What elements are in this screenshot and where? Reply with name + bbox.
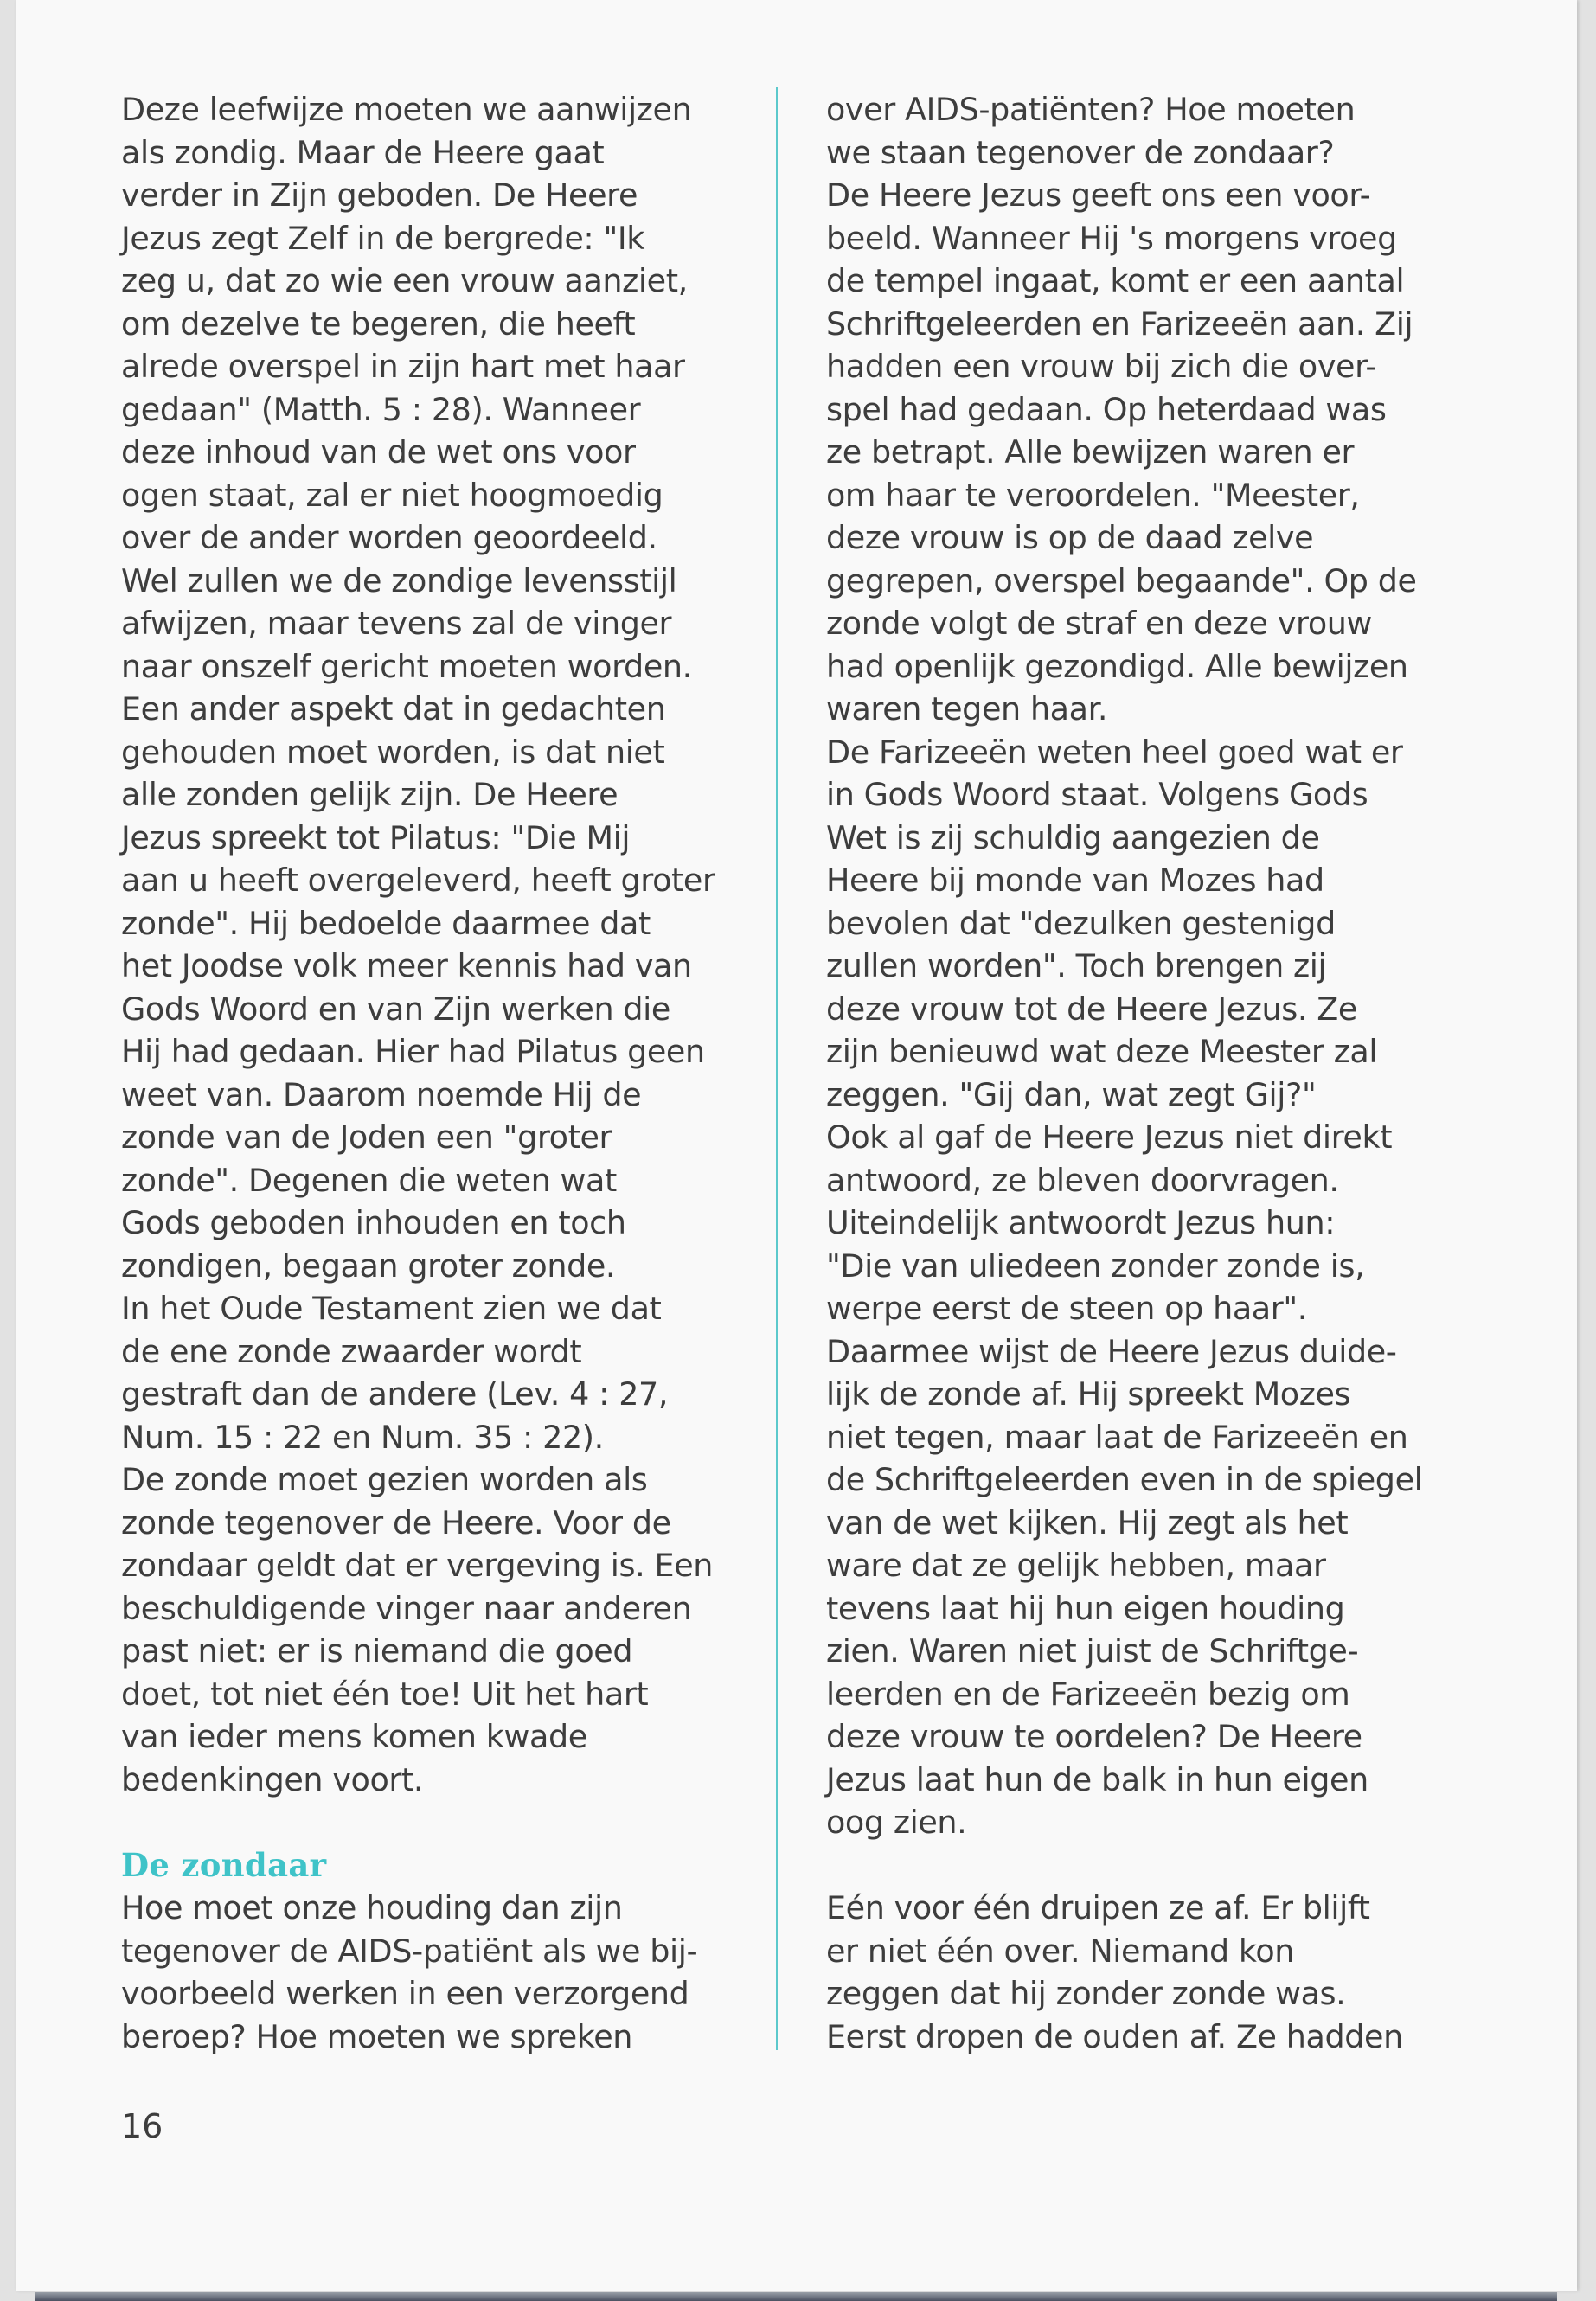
text-line: Eén voor één druipen ze af. Er blijft [826, 1889, 1370, 1926]
text-line: beeld. Wanneer Hij 's morgens vroeg [826, 219, 1397, 257]
text-line: gehouden moet worden, is dat niet [121, 733, 665, 771]
text-line: zonde tegenover de Heere. Voor de [121, 1503, 671, 1541]
text-line: "Die van uliedeen zonder zonde is, [826, 1247, 1365, 1285]
text-line: zeggen dat hij zonder zonde was. [826, 1975, 1346, 2012]
text-line: Eerst dropen de ouden af. Ze hadden [826, 2017, 1403, 2055]
text-line: werpe eerst de steen op haar". [826, 1290, 1307, 1327]
text-line: De Heere Jezus geeft ons een voor- [826, 176, 1371, 214]
left-paragraph-2 [121, 1887, 753, 2058]
text-line: Num. 15 : 22 en Num. 35 : 22). [121, 1418, 604, 1456]
text-line: we staan tegenover de zondaar? [826, 133, 1335, 171]
column-divider [776, 87, 778, 2050]
text-line: zonde van de Joden een "groter [121, 1118, 612, 1156]
text-line: alrede overspel in zijn hart met haar [121, 348, 685, 385]
text-line: Gods Woord en van Zijn werken die [121, 990, 670, 1028]
text-line: zeg u, dat zo wie een vrouw aanziet, [121, 262, 688, 299]
text-line: deze inhoud van de wet ons voor [121, 433, 636, 471]
text-line: oog zien. [826, 1804, 967, 1841]
text-line: Heere bij monde van Mozes had [826, 862, 1324, 899]
text-line: bevolen dat "dezulken gestenigd [826, 904, 1336, 942]
text-line: niet tegen, maar laat de Farizeeën en [826, 1418, 1408, 1456]
text-line: De zonde moet gezien worden als [121, 1461, 648, 1498]
text-line: zonde". Hij bedoelde daarmee dat [121, 904, 651, 942]
text-line: de Schriftgeleerden even in de spiegel [826, 1461, 1423, 1498]
text-line: over de ander worden geoordeeld. [121, 519, 657, 556]
text-line: beroep? Hoe moeten we spreken [121, 2017, 633, 2055]
text-line: Ook al gaf de Heere Jezus niet direkt [826, 1118, 1393, 1156]
text-line: Hoe moet onze houding dan zijn [121, 1889, 623, 1926]
paragraph-gap [826, 1844, 1449, 1888]
text-line: ware dat ze gelijk hebben, maar [826, 1547, 1326, 1584]
text-line: gestraft dan de andere (Lev. 4 : 27, [121, 1375, 669, 1413]
text-line: gegrepen, overspel begaande". Op de [826, 561, 1417, 599]
text-line: leerden en de Farizeeën bezig om [826, 1675, 1350, 1713]
text-line: Jezus spreekt tot Pilatus: "Die Mij [121, 818, 631, 856]
text-line: lijk de zonde af. Hij spreekt Mozes [826, 1375, 1351, 1413]
text-line: Wet is zij schuldig aangezien de [826, 818, 1320, 856]
text-line: zullen worden". Toch brengen zij [826, 947, 1327, 984]
text-line: aan u heeft overgeleverd, heeft groter [121, 862, 715, 899]
text-line: past niet: er is niemand die goed [121, 1632, 633, 1670]
right-column [826, 88, 1449, 2058]
text-line: tevens laat hij hun eigen houding [826, 1589, 1345, 1627]
text-line: In het Oude Testament zien we dat [121, 1290, 662, 1327]
text-line: zonde volgt de straf en deze vrouw [826, 605, 1372, 642]
text-line: Wel zullen we de zondige levensstijl [121, 561, 677, 599]
text-line: beschuldigende vinger naar anderen [121, 1589, 692, 1627]
text-line: Schriftgeleerden en Farizeeën aan. Zij [826, 304, 1413, 343]
text-line: het Joodse volk meer kennis had van [121, 947, 692, 984]
text-line: doet, tot niet één toe! Uit het hart [121, 1675, 649, 1713]
text-line: er niet één over. Niemand kon [826, 1932, 1295, 1970]
text-line: zondaar geldt dat er vergeving is. Een [121, 1547, 714, 1584]
text-line: zondigen, begaan groter zonde. [121, 1247, 616, 1285]
text-line: naar onszelf gericht moeten worden. [121, 647, 692, 685]
text-line: verder in Zijn geboden. De Heere [121, 176, 638, 214]
text-line: Uiteindelijk antwoordt Jezus hun: [826, 1204, 1336, 1241]
text-line: om haar te veroordelen. "Meester, [826, 476, 1360, 514]
section-heading: De zondaar [121, 1845, 327, 1884]
text-line: waren tegen haar. [826, 690, 1108, 727]
text-line: De Farizeeën weten heel goed wat er [826, 733, 1403, 771]
text-line: om dezelve te begeren, die heeft [121, 304, 636, 343]
text-line: had openlijk gezondigd. Alle bewijzen [826, 647, 1408, 685]
text-line: deze vrouw te oordelen? De Heere [826, 1718, 1362, 1755]
text-line: zien. Waren niet juist de Schriftge- [826, 1632, 1359, 1670]
text-line: alle zonden gelijk zijn. De Heere [121, 776, 619, 813]
text-line: weet van. Daarom noemde Hij de [121, 1075, 642, 1113]
text-line: van ieder mens komen kwade [121, 1718, 587, 1755]
text-line: zeggen. "Gij dan, wat zegt Gij?" [826, 1075, 1317, 1113]
page-bottom-edge [35, 2292, 1557, 2301]
text-line: Jezus laat hun de balk in hun eigen [826, 1760, 1368, 1798]
text-line: antwoord, ze bleven doorvragen. [826, 1161, 1339, 1199]
text-line: ogen staat, zal er niet hoogmoedig [121, 476, 663, 514]
text-line: over AIDS-patiënten? Hoe moeten [826, 91, 1356, 128]
text-line: spel had gedaan. Op heterdaad was [826, 390, 1387, 428]
text-line: ze betrapt. Alle bewijzen waren er [826, 433, 1355, 471]
text-line: deze vrouw tot de Heere Jezus. Ze [826, 990, 1357, 1028]
text-line: voorbeeld werken in een verzorgend [121, 1975, 689, 2012]
text-line: de tempel ingaat, komt er een aantal [826, 262, 1405, 299]
text-line: hadden een vrouw bij zich die over- [826, 348, 1377, 385]
text-line: bedenkingen voort. [121, 1760, 424, 1798]
text-line: tegenover de AIDS-patiënt als we bij- [121, 1932, 698, 1970]
text-line: Jezus zegt Zelf in de bergrede: "Ik [121, 219, 645, 257]
right-paragraph-1 [826, 88, 1449, 1844]
text-line: Hij had gedaan. Hier had Pilatus geen [121, 1033, 705, 1070]
left-column [121, 88, 753, 2058]
text-line: Gods geboden inhouden en toch [121, 1204, 626, 1241]
right-paragraph-2 [826, 1887, 1449, 2058]
text-line: van de wet kijken. Hij zegt als het [826, 1503, 1349, 1541]
page-number: 16 [121, 2107, 163, 2145]
text-line: zijn benieuwd wat deze Meester zal [826, 1033, 1378, 1070]
text-line: de ene zonde zwaarder wordt [121, 1332, 582, 1370]
text-line: Daarmee wijst de Heere Jezus duide- [826, 1332, 1397, 1370]
text-line: gedaan" (Matth. 5 : 28). Wanneer [121, 390, 641, 428]
text-line: zonde". Degenen die weten wat [121, 1161, 617, 1199]
left-paragraph-1 [121, 88, 753, 1801]
paragraph-gap [121, 1801, 753, 1844]
text-line: Een ander aspekt dat in gedachten [121, 690, 666, 727]
text-line: Deze leefwijze moeten we aanwijzen [121, 91, 692, 128]
text-line: als zondig. Maar de Heere gaat [121, 133, 605, 171]
text-line: deze vrouw is op de daad zelve [826, 519, 1314, 556]
text-line: afwijzen, maar tevens zal de vinger [121, 605, 672, 642]
text-line: in Gods Woord staat. Volgens Gods [826, 776, 1368, 813]
